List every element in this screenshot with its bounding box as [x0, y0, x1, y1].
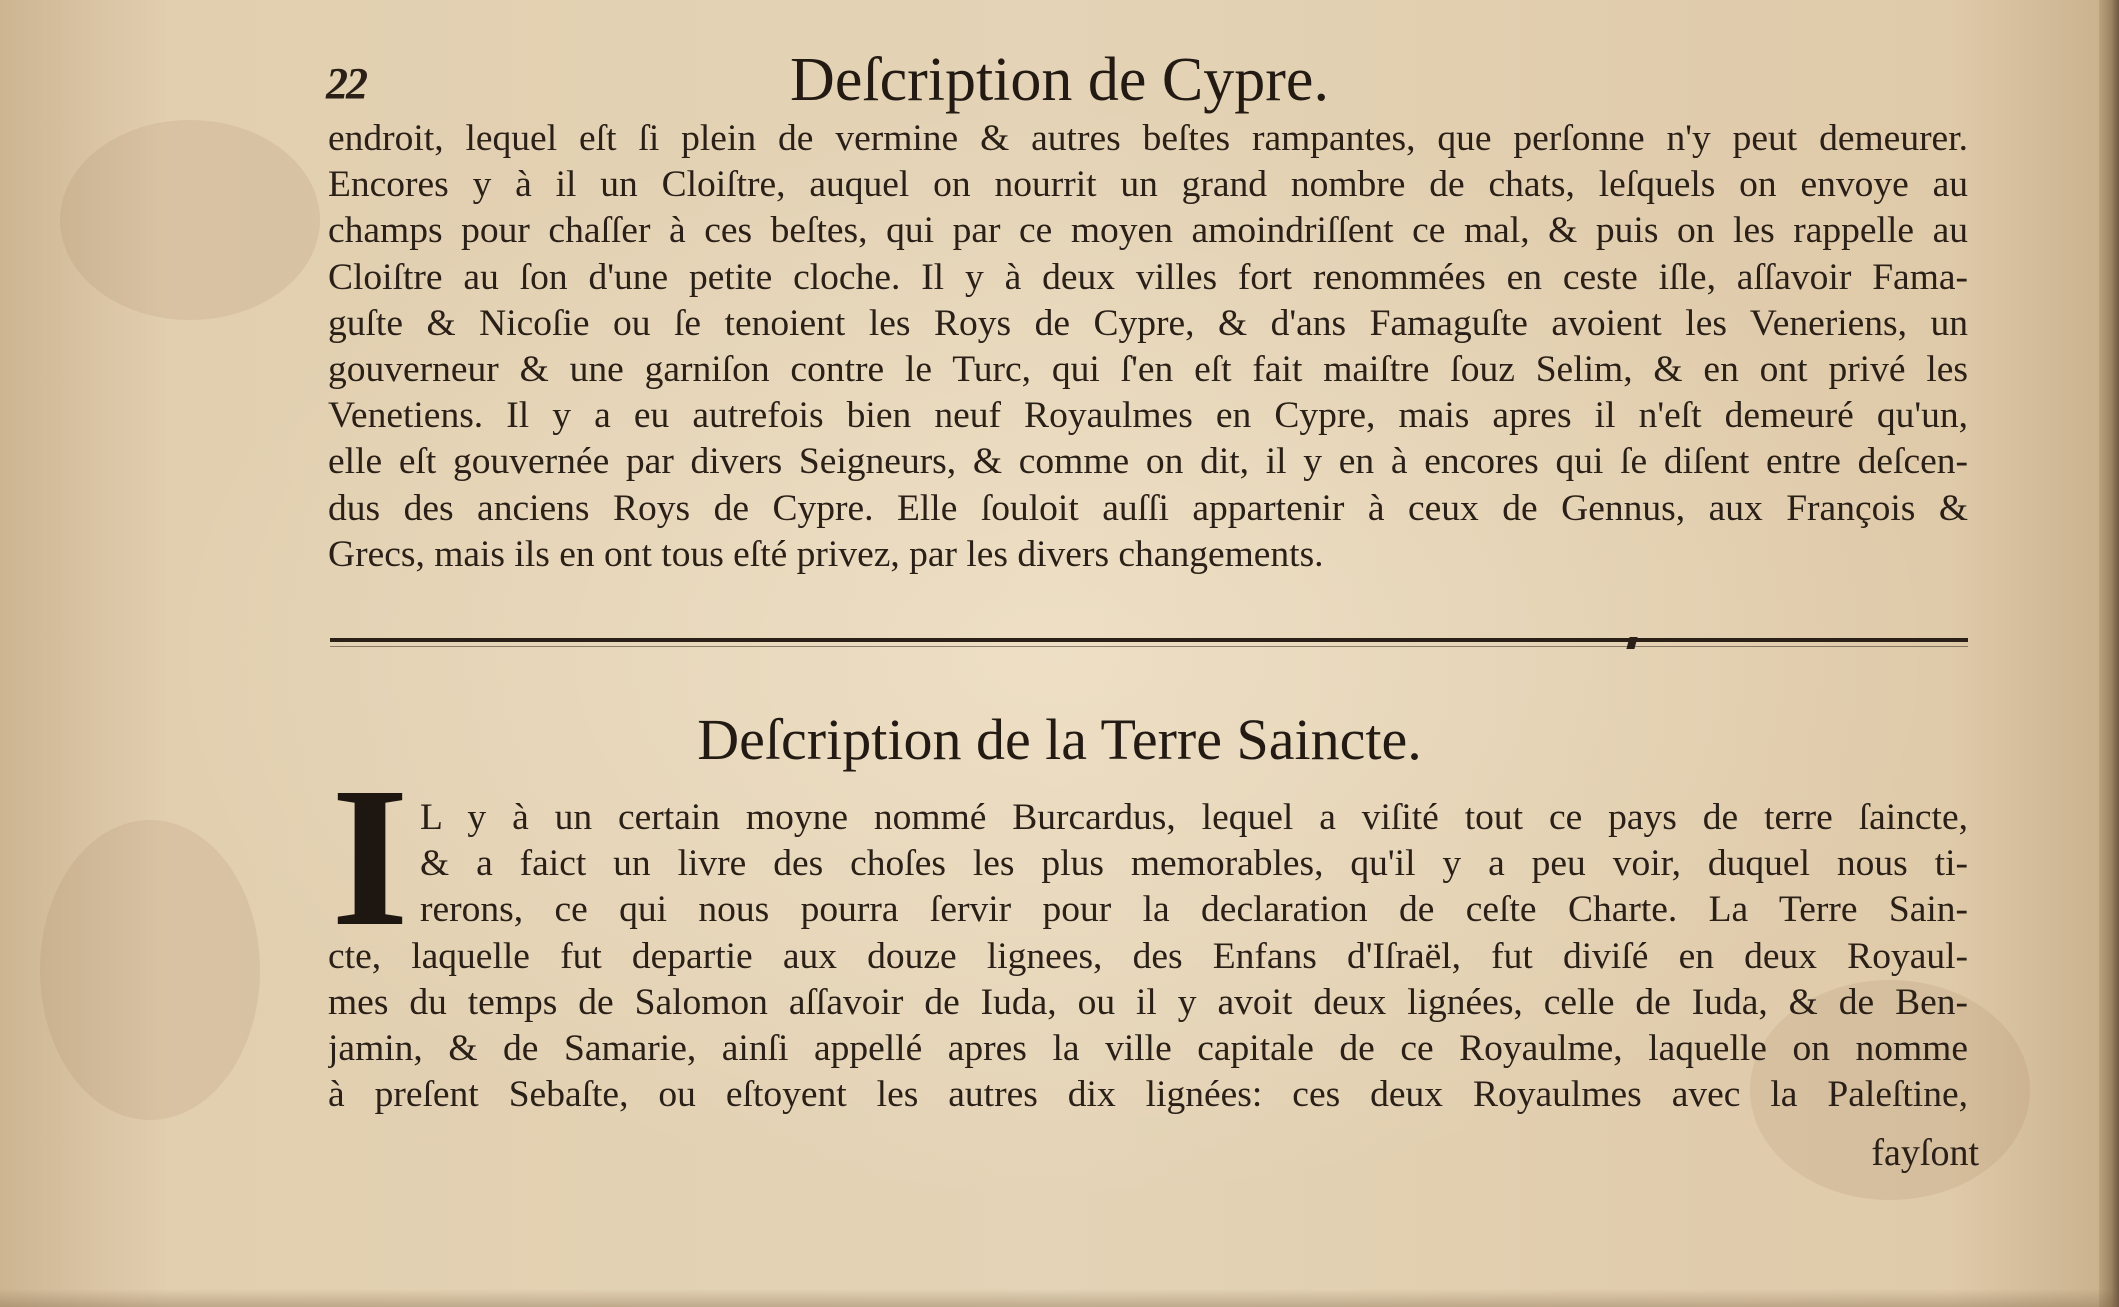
- text-line: Cloiſtre au ſon d'une petite cloche. Il y à deux villes fort renommées en ceste iſle, aſſavoir Fama-: [328, 256, 1968, 298]
- text-line: dus des anciens Roys de Cypre. Elle ſouloit auſſi appartenir à ceux de Gennus, aux François &: [328, 487, 1968, 529]
- text-line: guſte & Nicoſie ou ſe tenoient les Roys de Cypre, & d'ans Famaguſte avoient les Veneriens, un: [328, 302, 1968, 344]
- text-line: & a faict un livre des choſes les plus memorables, qu'il y a peu voir, duquel nous ti-: [420, 843, 1968, 885]
- text-line: L y à un certain moyne nommé Burcardus, lequel a viſité tout ce pays de terre ſaincte,: [420, 797, 1968, 838]
- section-title: Deſcription de la Terre Saincte.: [697, 707, 1422, 772]
- text-line last-line: Grecs, mais ils en ont tous eſté privez, par les divers changements.: [328, 533, 1324, 575]
- text-line: à preſent Sebaſte, ou eſtoyent les autres dix lignées: ces deux Royaulmes avec la Paleſtine,: [328, 1074, 1968, 1116]
- text-line: elle eſt gouvernée par divers Seigneurs, & comme on dit, il y en à encores qui ſe diſent entre deſcen-: [328, 441, 1968, 483]
- text-line: Encores y à il un Cloiſtre, auquel on nourrit un grand nombre de chats, leſquels on envoye au: [328, 164, 1968, 206]
- text-line: mes du temps de Salomon aſſavoir de Iuda, ou il y avoit deux lignées, celle de Iuda, & de Ben-: [328, 981, 1968, 1023]
- text-line: jamin, & de Samarie, ainſi appellé apres la ville capitale de ce Royaulme, laquelle on nomme: [328, 1027, 1968, 1069]
- text-line: rerons, ce qui nous pourra ſervir pour la declaration de ceſte Charte. La Terre Sain-: [420, 889, 1968, 931]
- page-edge: [2099, 0, 2119, 1307]
- holy-land-paragraph: [328, 795, 1968, 1118]
- paper-stain: [60, 120, 320, 320]
- text-line: cte, laquelle fut departie aux douze lignees, des Enfans d'Iſraël, fut diviſé en deux Royaul-: [328, 935, 1968, 977]
- paper-stain: [40, 820, 260, 1120]
- section-divider: [330, 638, 1968, 642]
- running-head: Deſcription de Cypre.: [790, 46, 1329, 114]
- catchword: fayſont: [1871, 1132, 1979, 1174]
- divider-ornament: [1626, 637, 1637, 649]
- page-number: 22: [326, 59, 366, 108]
- text-line: Venetiens. Il y a eu autrefois bien neuf Royaulmes en Cypre, mais apres il n'eſt demeuré qu'un,: [328, 395, 1968, 437]
- section-divider-thin: [330, 646, 1968, 647]
- text-line: endroit, lequel eſt ſi plein de vermine & autres beſtes rampantes, que perſonne n'y peut demeurer.: [328, 118, 1968, 159]
- text-line: gouverneur & une garniſon contre le Turc, qui ſ'en eſt fait maiſtre ſouz Selim, & en ont privé les: [328, 348, 1968, 390]
- drop-cap: I: [331, 778, 409, 938]
- text-line: champs pour chaſſer à ces beſtes, qui par ce moyen amoindriſſent ce mal, & puis on les rappelle au: [328, 210, 1968, 252]
- page-shadow: [0, 1289, 2119, 1307]
- cyprus-paragraph: [328, 116, 1968, 578]
